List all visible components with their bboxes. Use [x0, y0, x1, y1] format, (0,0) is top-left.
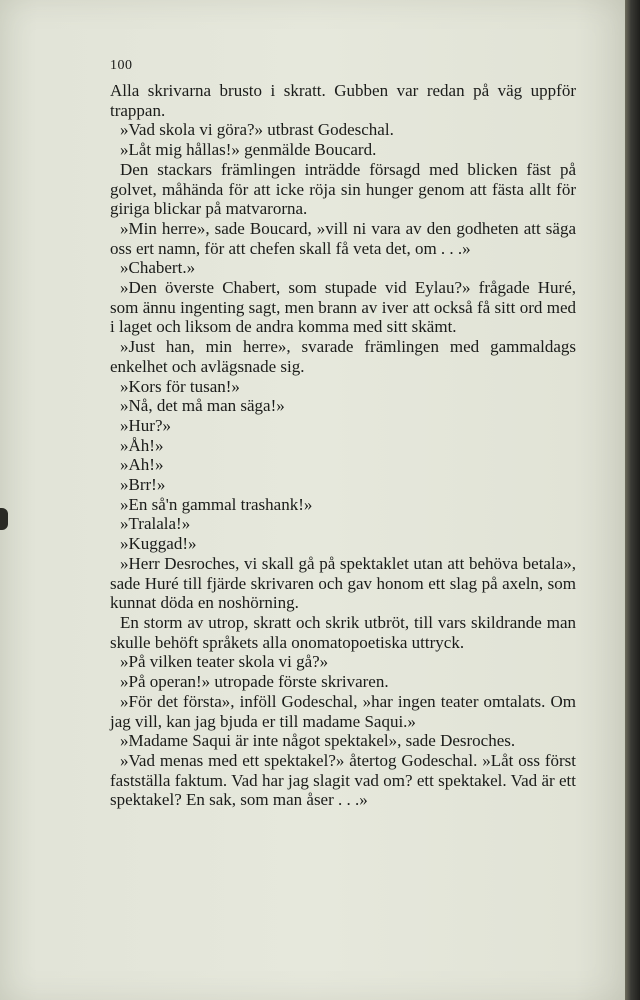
paragraph: »Ah!»: [120, 455, 164, 475]
paragraph: »Vad skola vi göra?» utbrast Godeschal.: [120, 120, 394, 140]
paragraph: »På vilken teater skola vi gå?»: [120, 652, 329, 672]
paragraph: »Min herre», sade Boucard, »vill ni vara av den godheten att säga oss ert namn, för att chefen skall få veta det, om . . .»: [110, 218, 576, 258]
paragraph: »Madame Saqui är inte något spektakel», sade Desroches.: [120, 731, 516, 751]
paragraph: »Brr!»: [120, 475, 166, 495]
paragraph: »En så'n gammal trashank!»: [120, 494, 313, 514]
paragraph: »Herr Desroches, vi skall gå på spektaklet utan att behöva betala», sade Huré till fjärde skrivaren och gav honom ett slag på axeln, som kunnat döda en noshörning.: [110, 553, 576, 613]
page-number: 100: [110, 58, 133, 73]
paragraph: »Tralala!»: [120, 514, 191, 534]
paragraph: »Låt mig hållas!» genmälde Boucard.: [120, 140, 377, 160]
paragraph: Alla skrivarna brusto i skratt. Gubben var redan på väg uppför trappan.: [110, 81, 576, 120]
paragraph: »För det första», inföll Godeschal, »har ingen teater omtalats. Om jag vill, kan jag bjuda er till madame Saqui.»: [110, 691, 576, 731]
paragraph: Den stackars främlingen inträdde försagd med blicken fäst på golvet, måhända för att icke röja sin hunger genom att fästa allt för giriga blickar på matvarorna.: [110, 159, 576, 219]
paragraph: »Kors för tusan!»: [120, 376, 240, 396]
paragraph: »Vad menas med ett spektakel?» återtog Godeschal. »Låt oss först fastställa faktum. Vad har jag slagit vad om? ett spektakel. Vad är ett spektakel? En sak, som man åser . . .»: [110, 750, 576, 810]
paragraph: En storm av utrop, skratt och skrik utbröt, till vars skildrande man skulle behöft språkets alla onomatopoetiska uttryck.: [110, 612, 576, 652]
paragraph: »Den överste Chabert, som stupade vid Eylau?» frågade Huré, som ännu ingenting sagt, men brann av iver att också få sitt ord med i laget och liksom de andra komma med sitt skämt.: [110, 278, 576, 337]
paragraph: »Åh!»: [120, 435, 164, 455]
paragraph: »Nå, det må man säga!»: [120, 396, 285, 416]
paragraph: »Hur?»: [120, 415, 171, 435]
paragraph: »Chabert.»: [120, 258, 196, 278]
paragraph: »På operan!» utropade förste skrivaren.: [120, 672, 389, 692]
paragraph: »Just han, min herre», svarade främlingen med gammaldags enkelhet och avlägsnade sig.: [110, 337, 576, 376]
binding-mark: [0, 508, 8, 530]
page-edge-shadow: [625, 0, 640, 1000]
page-text: [110, 56, 576, 810]
paragraph: »Kuggad!»: [120, 534, 197, 554]
